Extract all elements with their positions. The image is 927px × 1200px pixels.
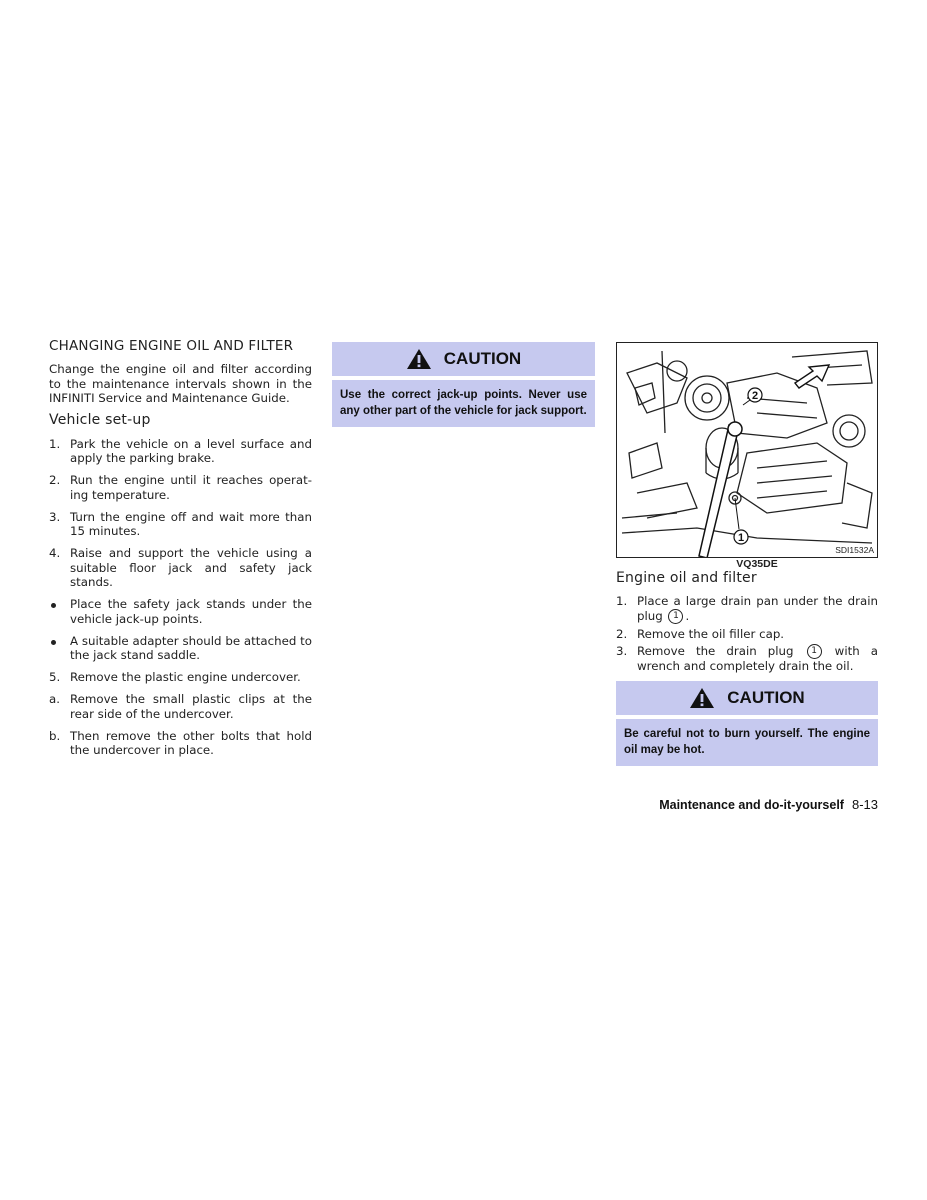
- bullet-marker: [49, 597, 70, 626]
- list-item-text: Park the vehicle on a level surface and apply the parking brake.: [70, 436, 312, 465]
- list-marker: 1.: [616, 594, 628, 608]
- list-marker: 5.: [49, 670, 61, 684]
- step-text: Place a large drain pan under the drain plug: [637, 594, 878, 623]
- bullet-icon: [51, 640, 56, 645]
- list-item: [49, 670, 312, 685]
- list-marker: 3.: [616, 644, 628, 658]
- list-item-text: Run the engine until it reaches operat-ing temperature.: [70, 473, 312, 502]
- intro-paragraph: Change the engine oil and filter according to the maintenance intervals shown in the INFINITI Service and Maintenance Guide.: [49, 362, 312, 405]
- list-item-text: Remove the small plastic clips at the rear side of the undercover.: [70, 692, 312, 721]
- figure-code: SDI1532A: [835, 545, 874, 555]
- engine-drawing: [617, 343, 877, 557]
- list-marker: 3.: [49, 509, 61, 524]
- page-footer: [659, 797, 878, 812]
- caution-heading: CAUTION: [727, 688, 805, 707]
- list-item-text: Place the safety jack stands under the vehicle jack-up points.: [70, 597, 312, 626]
- middle-column: [332, 342, 595, 427]
- list-item: [49, 634, 312, 663]
- list-item: [616, 644, 878, 674]
- footer-section-title: Maintenance and do-it-yourself: [659, 798, 844, 812]
- vehicle-setup-subtitle: Vehicle set-up: [49, 411, 151, 428]
- list-item-text: Then remove the other bolts that hold the undercover in place.: [70, 728, 312, 757]
- list-item: [49, 729, 312, 758]
- callout-ref: 1: [807, 644, 822, 659]
- left-column: [49, 338, 312, 765]
- list-marker: 1.: [49, 436, 61, 451]
- list-item-text: Raise and support the vehicle using a suitable floor jack and safety jack stands.: [70, 546, 312, 589]
- list-item: [49, 437, 312, 466]
- list-item-text: A suitable adapter should be attached to the jack stand saddle.: [70, 633, 312, 662]
- list-marker: a.: [49, 692, 60, 706]
- caution-text: Use the correct jack-up points. Never use any other part of the vehicle for jack support.: [340, 389, 587, 417]
- list-item: [49, 473, 312, 502]
- right-column: [616, 342, 878, 766]
- list-item-text: Remove the oil filler cap.: [637, 626, 785, 641]
- caution-header: [332, 342, 595, 376]
- list-item: [49, 510, 312, 539]
- list-marker: 2.: [49, 473, 61, 487]
- caution-header: [616, 681, 878, 715]
- step-text-end: .: [685, 608, 690, 623]
- list-item: [616, 594, 878, 624]
- drain-steps-list: [616, 594, 878, 674]
- setup-steps-list: [49, 437, 312, 758]
- bullet-icon: [51, 603, 56, 608]
- list-item: [49, 546, 312, 590]
- list-item: [49, 597, 312, 626]
- list-item-text: Remove the plastic engine undercover.: [70, 670, 301, 684]
- warning-triangle-icon: [406, 348, 432, 370]
- bullet-marker: [49, 634, 70, 663]
- caution-box: [332, 342, 595, 427]
- callout-ref: 1: [668, 609, 683, 624]
- list-item: [616, 627, 878, 642]
- caution-heading: CAUTION: [443, 349, 522, 368]
- list-marker: b.: [49, 728, 61, 743]
- figure-label: VQ35DE: [736, 558, 778, 570]
- callout-1: [734, 530, 748, 544]
- step-text: Remove the drain plug: [637, 644, 794, 658]
- list-item-text: [637, 594, 878, 624]
- list-marker: 4.: [49, 546, 61, 560]
- svg-text:1: 1: [737, 532, 745, 544]
- engine-oil-subtitle: Engine oil and filter: [616, 570, 757, 586]
- svg-text:2: 2: [751, 390, 759, 402]
- list-item-text: Turn the engine off and wait more than 15 minutes.: [70, 509, 312, 538]
- engine-oil-drain-illustration: [616, 342, 878, 558]
- section-title: CHANGING ENGINE OIL AND FILTER: [49, 338, 294, 354]
- list-marker: 2.: [616, 626, 628, 641]
- callout-2: [748, 388, 762, 402]
- list-item-text: [637, 644, 878, 674]
- step-text-end: with a wrench and completely drain the oil.: [637, 644, 879, 673]
- list-item: [49, 692, 312, 721]
- caution-box: [616, 681, 878, 766]
- page-number: 8-13: [851, 797, 878, 812]
- caution-text: Be careful not to burn yourself. The engine oil may be hot.: [624, 728, 870, 756]
- warning-triangle-icon: [689, 687, 715, 709]
